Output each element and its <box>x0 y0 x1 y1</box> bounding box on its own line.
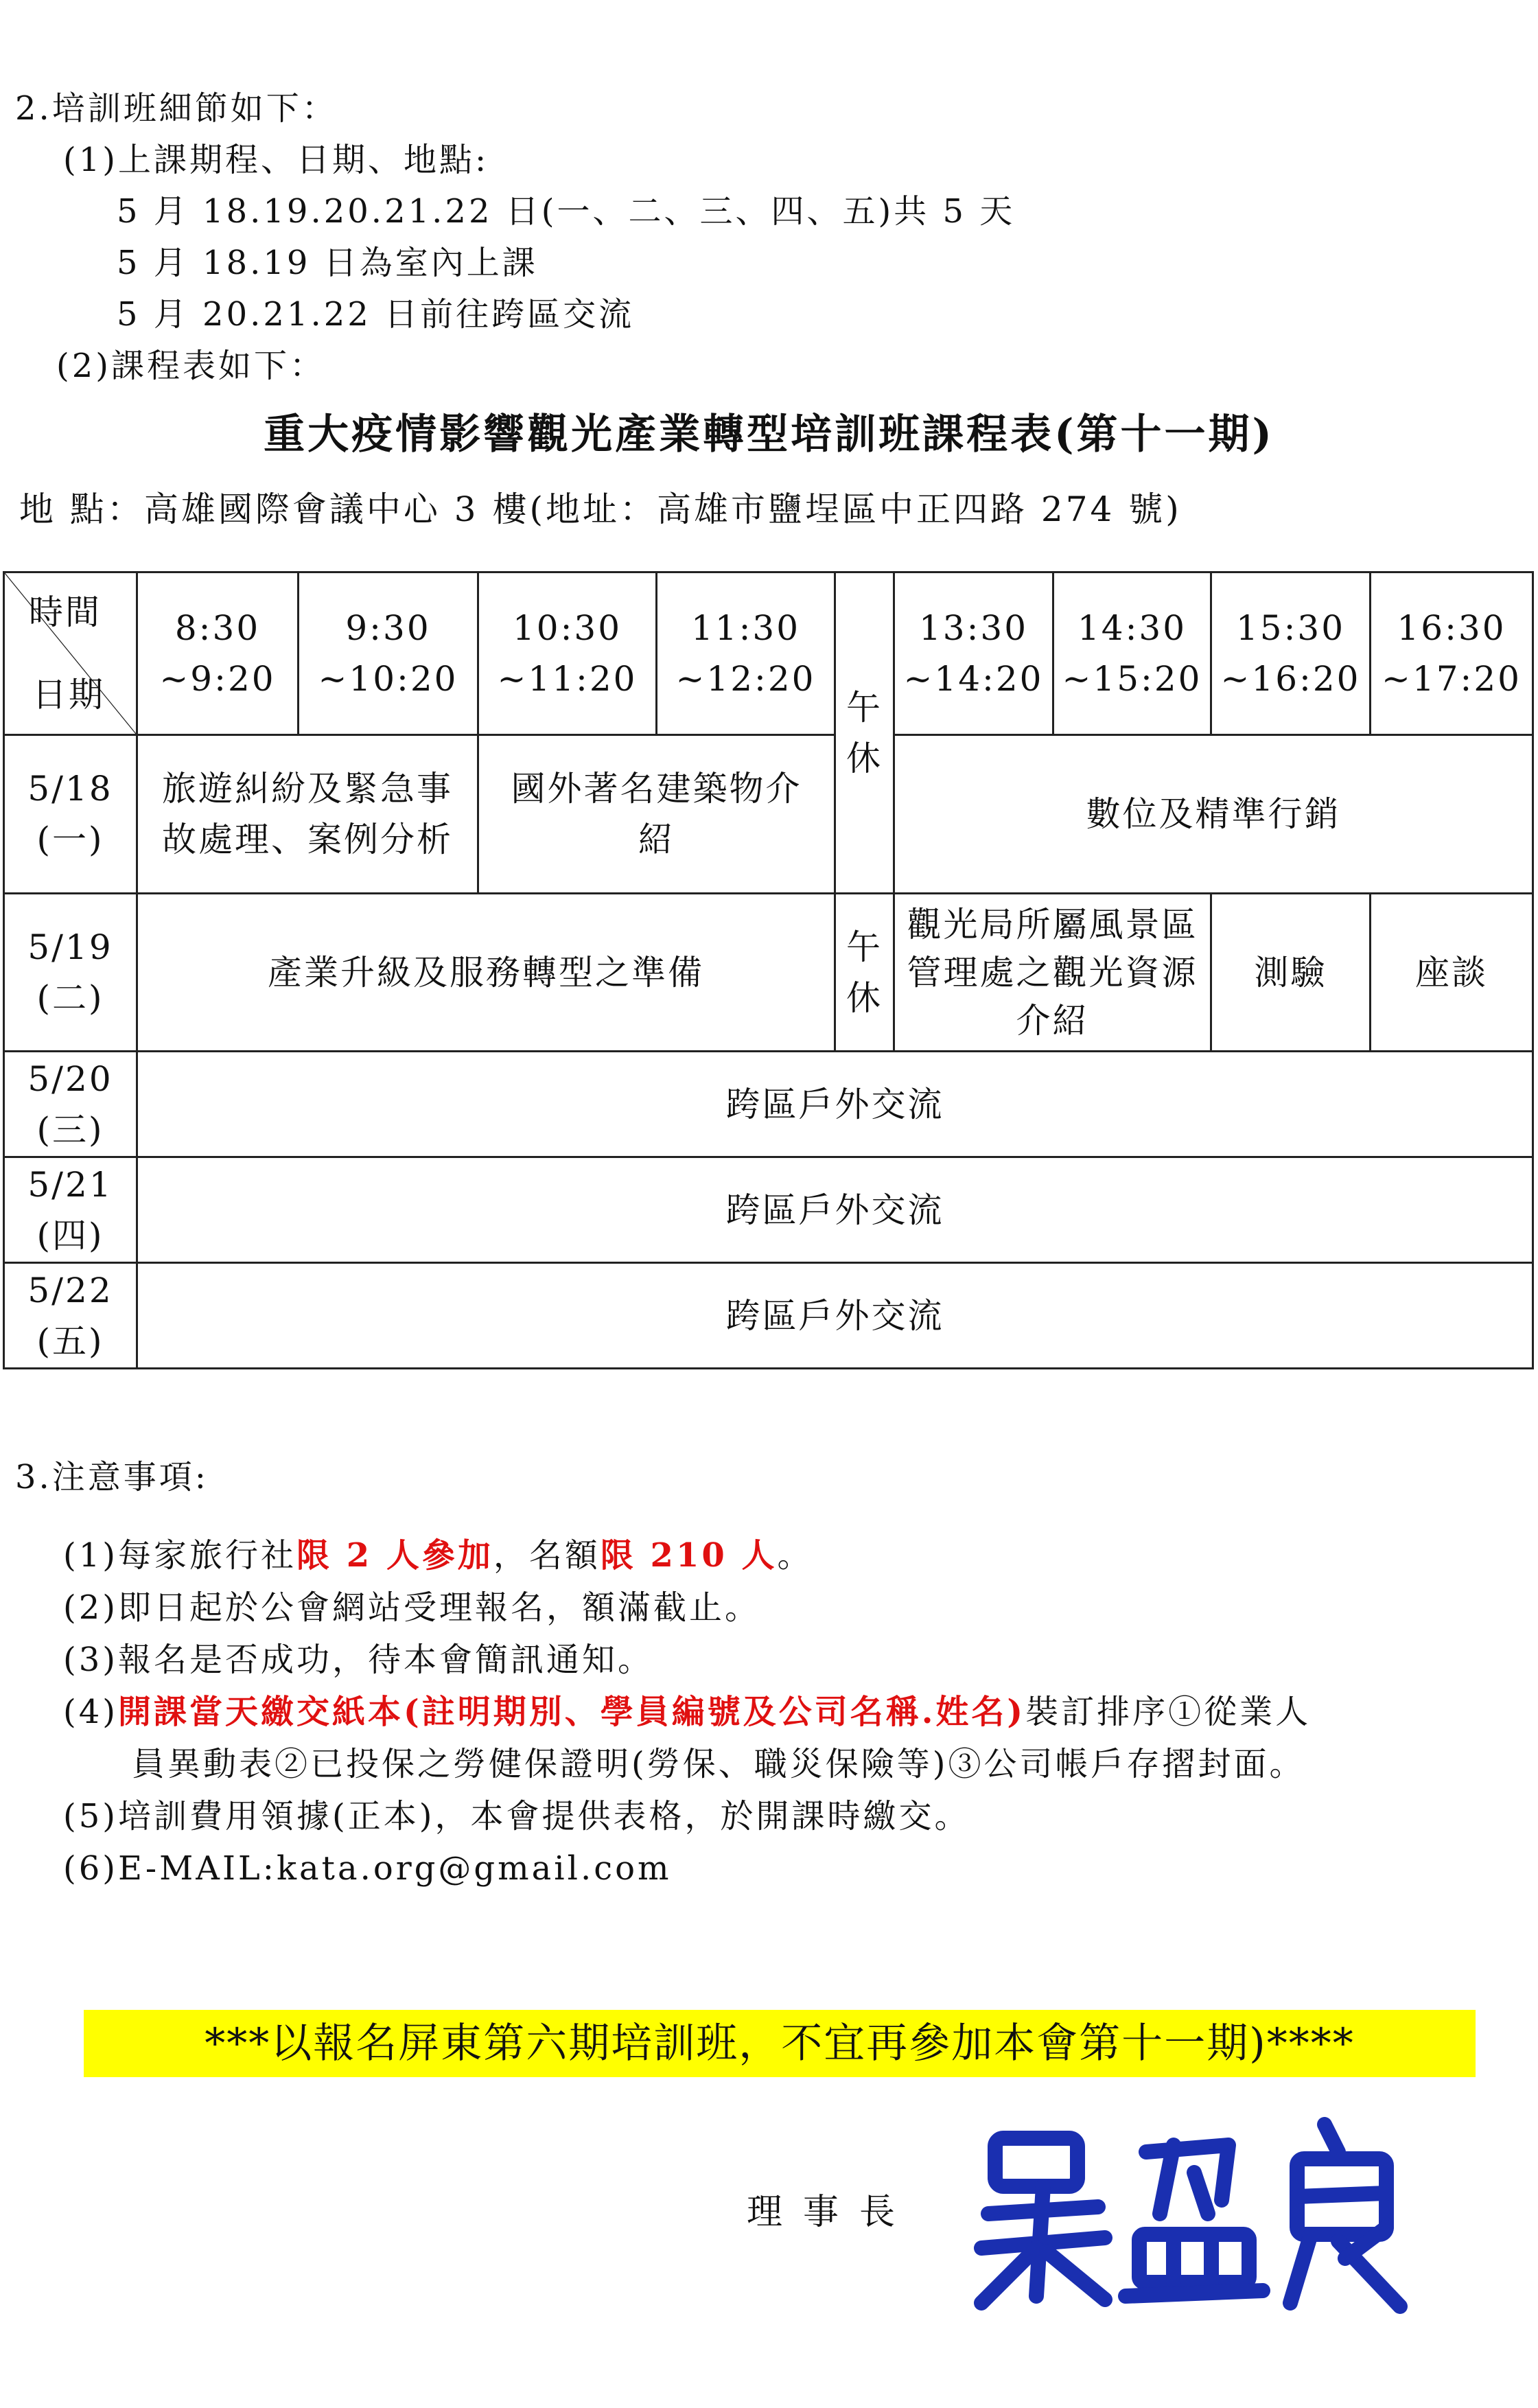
noon-break-cell: 午休 <box>835 894 894 1052</box>
outdoor-dates: 5 月 20.21.22 日前往跨區交流 <box>117 295 635 334</box>
table-title: 重大疫情影響觀光產業轉型培訓班課程表(第十一期) <box>264 410 1274 459</box>
notice-item-2: (2)即日起於公會網站受理報名，額滿截止。 <box>63 1588 760 1627</box>
course-cell: 座談 <box>1371 894 1533 1052</box>
date-cell: 5/22 (五) <box>4 1263 137 1369</box>
schedule-period-label: (1)上課期程、日期、地點: <box>63 141 489 179</box>
date-cell: 5/20 (三) <box>4 1052 137 1157</box>
course-cell: 數位及精準行銷 <box>894 735 1533 894</box>
notice-item-1: (1)每家旅行社限 2 人參加，名額限 210 人。 <box>63 1536 813 1575</box>
indoor-dates: 5 月 18.19 日為室內上課 <box>117 244 538 282</box>
course-cell: 國外著名建築物介紹 <box>478 735 835 894</box>
section2-heading: 2.培訓班細節如下： <box>15 89 338 128</box>
notice-item-4: (4)開課當天繳交紙本(註明期別、學員編號及公司名稱.姓名)裝訂排序①從業人 <box>63 1693 1312 1731</box>
date-cell: 5/21 (四) <box>4 1157 137 1263</box>
slot-header: 13:30 ~14:20 <box>894 572 1053 735</box>
date-label: 日期 <box>32 675 105 715</box>
slot-header: 10:30 ~11:20 <box>478 572 657 735</box>
table-row <box>4 1263 1533 1369</box>
section3-heading: 3.注意事項: <box>15 1458 209 1496</box>
highlight-banner: ***以報名屏東第六期培訓班，不宜再參加本會第十一期)**** <box>84 2010 1476 2077</box>
notice-item-5: (5)培訓費用領據(正本)，本會提供表格，於開課時繳交。 <box>63 1797 970 1836</box>
course-cell: 跨區戶外交流 <box>137 1052 1533 1157</box>
chairman-signature <box>968 2111 1434 2317</box>
course-dates: 5 月 18.19.20.21.22 日(一、二、三、四、五)共 5 天 <box>117 192 1016 231</box>
notice-item-4-cont: 員異動表②已投保之勞健保證明(勞保、職災保險等)③公司帳戶存摺封面。 <box>132 1745 1305 1783</box>
table-row <box>4 735 1533 894</box>
slot-header: 15:30 ~16:20 <box>1211 572 1371 735</box>
course-cell: 跨區戶外交流 <box>137 1157 1533 1263</box>
corner-cell <box>4 572 137 735</box>
course-cell: 跨區戶外交流 <box>137 1263 1533 1369</box>
noon-break-cell: 午休 <box>835 572 894 894</box>
course-cell: 產業升級及服務轉型之準備 <box>137 894 835 1052</box>
date-cell: 5/19 (二) <box>4 894 137 1052</box>
slot-header: 9:30 ~10:20 <box>299 572 478 735</box>
table-row <box>4 1157 1533 1263</box>
table-row <box>4 1052 1533 1157</box>
table-header-row <box>4 572 1533 735</box>
course-cell: 測驗 <box>1211 894 1371 1052</box>
time-label: 時間 <box>29 592 102 632</box>
table-row <box>4 894 1533 1052</box>
chairman-title: 理事長 <box>747 2192 916 2233</box>
venue-location: 地 點：高雄國際會議中心 3 樓(地址：高雄市鹽埕區中正四路 274 號) <box>19 489 1182 529</box>
slot-header: 14:30 ~15:20 <box>1053 572 1211 735</box>
date-cell: 5/18 (一) <box>4 735 137 894</box>
notice-item-6: (6)E-MAIL:kata.org@gmail.com <box>63 1849 672 1888</box>
notice-item-3: (3)報名是否成功，待本會簡訊通知。 <box>63 1641 653 1679</box>
slot-header: 8:30 ~9:20 <box>137 572 299 735</box>
schedule-label: (2)課程表如下： <box>56 347 325 385</box>
course-cell: 觀光局所屬風景區管理處之觀光資源介紹 <box>894 894 1211 1052</box>
course-cell: 旅遊糾紛及緊急事故處理、案例分析 <box>137 735 478 894</box>
slot-header: 16:30 ~17:20 <box>1371 572 1533 735</box>
course-schedule-table <box>3 571 1534 1369</box>
slot-header: 11:30 ~12:20 <box>657 572 835 735</box>
